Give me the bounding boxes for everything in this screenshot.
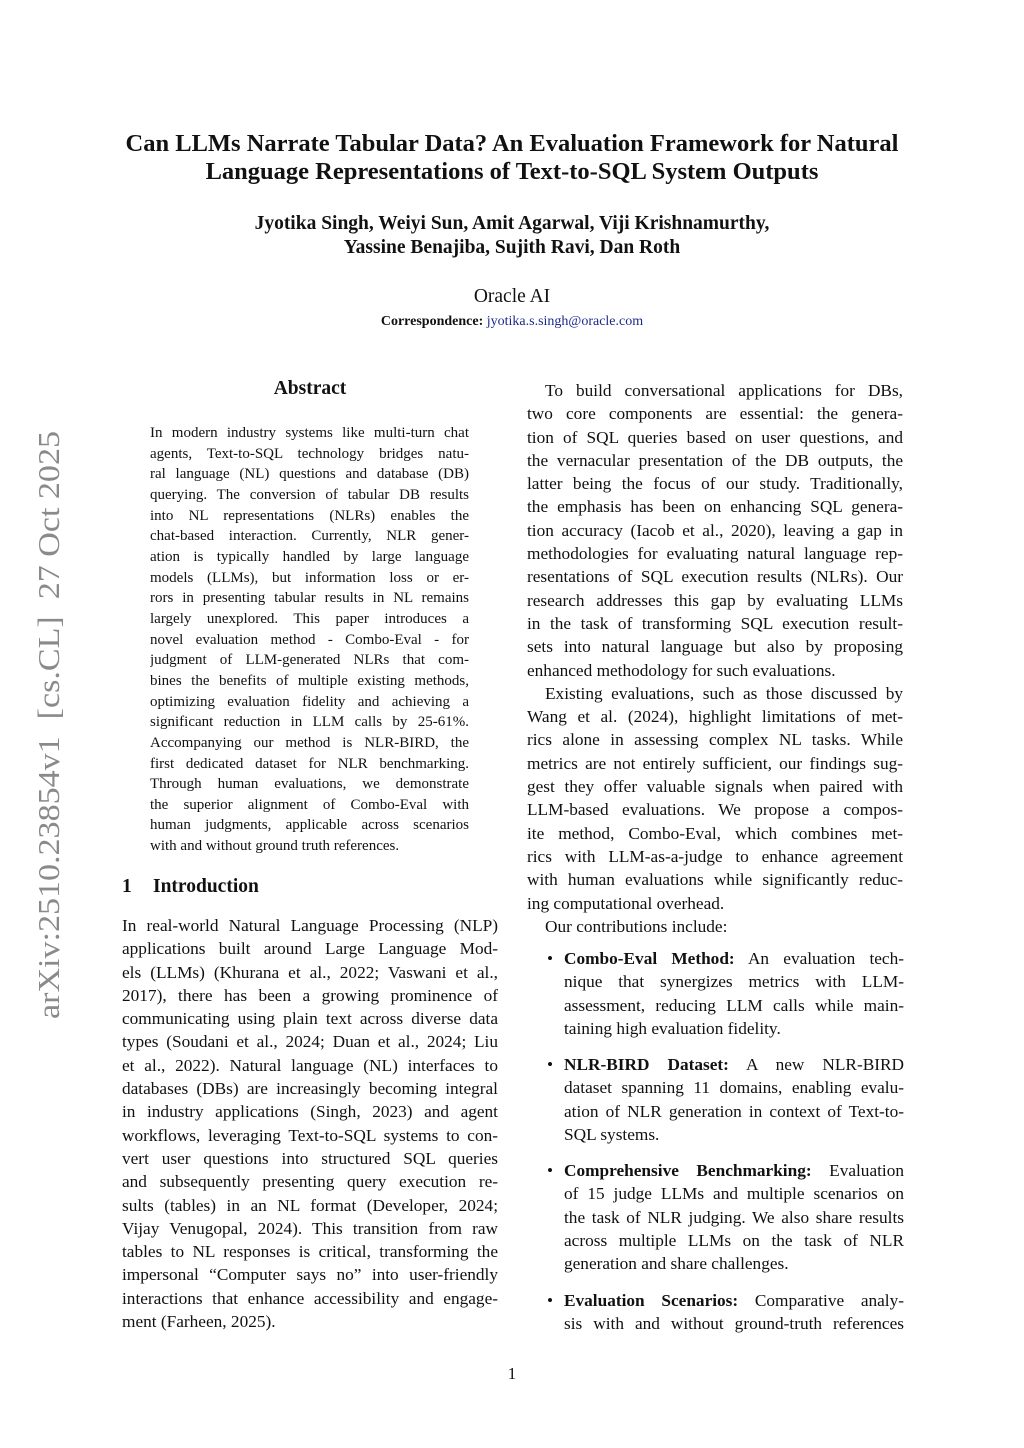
- section-number: 1: [122, 876, 132, 897]
- affiliation: Oracle AI: [473, 286, 551, 307]
- body-line: resentations of SQL execution results (NLRs). Our: [527, 567, 903, 587]
- abstract-line: first dedicated dataset for NLR benchmarking.: [150, 755, 469, 772]
- contribution-bullet: [547, 947, 904, 1040]
- body-line: latter being the focus of our study. Traditionally,: [527, 474, 903, 494]
- contribution-bullet: [547, 1289, 904, 1336]
- bullet-line: ation of NLR generation in context of Text-to-: [564, 1101, 904, 1121]
- body-line: Our contributions include:: [545, 916, 728, 936]
- body-line: with human evaluations while significantly reduc-: [527, 870, 903, 890]
- abstract-line: human judgments, applicable across scenarios: [150, 817, 469, 834]
- abstract-line: chat-based interaction. Currently, NLR gener-: [150, 528, 469, 545]
- bullet-dot-icon: •: [547, 949, 554, 968]
- bullet-text: Evaluation: [811, 1161, 904, 1180]
- body-line: ite method, Combo-Eval, which combines met-: [527, 823, 903, 843]
- section-heading-introduction: [122, 876, 259, 898]
- bullet-line: SQL systems.: [564, 1124, 660, 1144]
- page-number: 1: [507, 1364, 517, 1383]
- body-line: LLM-based evaluations. We propose a compos-: [527, 800, 903, 820]
- abstract-line: rors in presenting tabular results in NL remains: [150, 590, 469, 607]
- body-line: tion of SQL queries based on user questions, and: [527, 427, 903, 447]
- body-line: rics with LLM-as-a-judge to enhance agreement: [527, 846, 903, 866]
- abstract-line: ral language (NL) questions and database (DB): [150, 466, 469, 483]
- body-line: To build conversational applications for DBs,: [545, 381, 903, 400]
- body-line: gest they offer valuable signals when paired with: [527, 777, 903, 797]
- abstract-line: models (LLMs), but information loss or er-: [150, 569, 469, 586]
- intro-line: workflows, leveraging Text-to-SQL systems to con-: [122, 1125, 498, 1145]
- bullet-line: [564, 1289, 904, 1312]
- intro-line: in industry applications (Singh, 2023) and agent: [122, 1102, 498, 1122]
- intro-line: databases (DBs) are increasingly becoming integral: [122, 1079, 498, 1099]
- body-line: rics alone in assessing complex NL tasks. While: [527, 730, 903, 750]
- bullet-line: [564, 1053, 904, 1076]
- bullet-line: generation and share challenges.: [564, 1254, 789, 1274]
- abstract-line: into NL representations (NLRs) enables the: [150, 507, 469, 524]
- body-line: tion accuracy (Iacob et al., 2020), leaving a gap in: [527, 520, 903, 540]
- body-line: in the task of transforming SQL execution result-: [527, 613, 903, 633]
- bullet-text: Comparative analy-: [738, 1291, 904, 1310]
- bullet-title: Combo-Eval Method:: [564, 949, 735, 968]
- intro-line: applications built around Large Language Mod-: [122, 939, 498, 959]
- intro-line: tables to NL responses is critical, transforming the: [122, 1242, 498, 1262]
- intro-line: et al., 2022). Natural language (NL) interfaces to: [122, 1055, 498, 1075]
- bullet-dot-icon: •: [547, 1291, 554, 1310]
- bullet-line: taining high evaluation fidelity.: [564, 1018, 781, 1038]
- intro-line: Vijay Venugopal, 2024). This transition from raw: [122, 1218, 498, 1238]
- author-line: Jyotika Singh, Weiyi Sun, Amit Agarwal, Viji Krishnamurthy,: [254, 213, 770, 234]
- intro-line: vert user questions into structured SQL queries: [122, 1148, 498, 1168]
- body-line: ing computational overhead.: [527, 893, 725, 913]
- author-line: Yassine Benajiba, Sujith Ravi, Dan Roth: [343, 237, 681, 258]
- correspondence-email-link[interactable]: jyotika.s.singh@oracle.com: [486, 314, 644, 329]
- title-line: Language Representations of Text-to-SQL System Outputs: [205, 158, 819, 185]
- body-line: research addresses this gap by evaluating LLMs: [527, 590, 903, 610]
- body-line: enhanced methodology for such evaluations.: [527, 660, 836, 680]
- abstract-line: In modern industry systems like multi-turn chat: [150, 425, 469, 441]
- bullet-title: NLR-BIRD Dataset:: [564, 1055, 729, 1074]
- body-line: sets into natural language but also by proposing: [527, 637, 903, 657]
- bullet-line: of 15 judge LLMs and multiple scenarios on: [564, 1184, 904, 1204]
- abstract-line: agents, Text-to-SQL technology bridges natu-: [150, 445, 469, 462]
- intro-line: and subsequently presenting query execution re-: [122, 1172, 498, 1192]
- bullet-line: dataset spanning 11 domains, enabling evalu-: [564, 1078, 904, 1098]
- body-line: Wang et al. (2024), highlight limitations of met-: [527, 707, 903, 727]
- bullet-line: across multiple LLMs on the task of NLR: [564, 1230, 904, 1250]
- body-line: metrics are not entirely sufficient, our findings sug-: [527, 753, 903, 773]
- bullet-text: An evaluation tech-: [734, 949, 904, 968]
- intro-line: types (Soudani et al., 2024; Duan et al., 2024; Liu: [122, 1032, 498, 1052]
- intro-line: interactions that enhance accessibility and engage-: [122, 1288, 498, 1308]
- body-line: methodologies for evaluating natural language rep-: [527, 544, 903, 564]
- contribution-bullet: [547, 1159, 904, 1275]
- body-line: Existing evaluations, such as those discussed by: [545, 683, 903, 703]
- body-line: the vernacular presentation of the DB outputs, the: [527, 450, 903, 470]
- intro-line: sults (tables) in an NL format (Developer, 2024;: [122, 1195, 498, 1215]
- body-line: the emphasis has been on enhancing SQL genera-: [527, 497, 903, 517]
- intro-line: impersonal “Computer says no” into user-friendly: [122, 1265, 498, 1285]
- bullet-line: assessment, reducing LLM calls while main-: [564, 995, 904, 1015]
- contribution-bullet: [547, 1053, 904, 1146]
- intro-line: 2017), there has been a growing prominence of: [122, 985, 498, 1005]
- arxiv-id-text: arXiv:2510.23854v1 [cs.CL] 27 Oct 2025: [31, 483, 66, 1019]
- abstract-line: Through human evaluations, we demonstrate: [150, 776, 469, 793]
- introduction-body: [122, 914, 498, 1333]
- intro-line: ment (Farheen, 2025).: [122, 1312, 276, 1332]
- intro-line: In real-world Natural Language Processing (NLP): [122, 916, 498, 935]
- paper-title: [100, 130, 924, 186]
- bullet-dot-icon: •: [547, 1161, 554, 1180]
- bullet-dot-icon: •: [547, 1055, 554, 1074]
- abstract-line: bines the benefits of multiple existing methods,: [150, 672, 469, 689]
- bullet-line: the task of NLR judging. We also share results: [564, 1207, 904, 1227]
- author-list: [100, 212, 924, 260]
- bullet-title: Comprehensive Benchmarking:: [564, 1161, 812, 1180]
- bullet-text: A new NLR-BIRD: [728, 1055, 904, 1074]
- correspondence-label: Correspondence:: [380, 314, 484, 329]
- bullet-line: [564, 947, 904, 970]
- bullet-line: nique that synergizes metrics with LLM-: [564, 972, 904, 992]
- body-line: two core components are essential: the genera-: [527, 404, 903, 424]
- correspondence: [100, 314, 924, 330]
- bullet-line: [564, 1159, 904, 1182]
- abstract-line: novel evaluation method - Combo-Eval - for: [150, 631, 469, 648]
- abstract-heading: Abstract: [273, 378, 347, 399]
- bullet-line: sis with and without ground-truth references: [564, 1314, 904, 1334]
- right-column-body: [527, 379, 903, 938]
- intro-line: communicating using plain text across diverse data: [122, 1009, 498, 1029]
- abstract-line: significant reduction in LLM calls by 25-61%.: [150, 714, 469, 731]
- abstract-line: largely unexplored. This paper introduces a: [150, 610, 469, 627]
- abstract-line: the superior alignment of Combo-Eval with: [150, 796, 469, 813]
- arxiv-identifier-stamp: [30, 430, 70, 1020]
- abstract-line: judgment of LLM-generated NLRs that com-: [150, 652, 469, 669]
- abstract-line: Accompanying our method is NLR-BIRD, the: [150, 734, 469, 751]
- intro-line: els (LLMs) (Khurana et al., 2022; Vaswani et al.,: [122, 962, 498, 982]
- section-title: Introduction: [153, 876, 259, 897]
- abstract-line: optimizing evaluation fidelity and achieving a: [150, 693, 469, 710]
- abstract-line: with and without ground truth references.: [150, 838, 400, 855]
- abstract-line: querying. The conversion of tabular DB results: [150, 486, 469, 503]
- abstract-body: [150, 423, 469, 857]
- bullet-title: Evaluation Scenarios:: [564, 1291, 739, 1310]
- abstract-line: ation is typically handled by large language: [150, 548, 469, 565]
- title-line: Can LLMs Narrate Tabular Data? An Evaluation Framework for Natural: [125, 130, 899, 157]
